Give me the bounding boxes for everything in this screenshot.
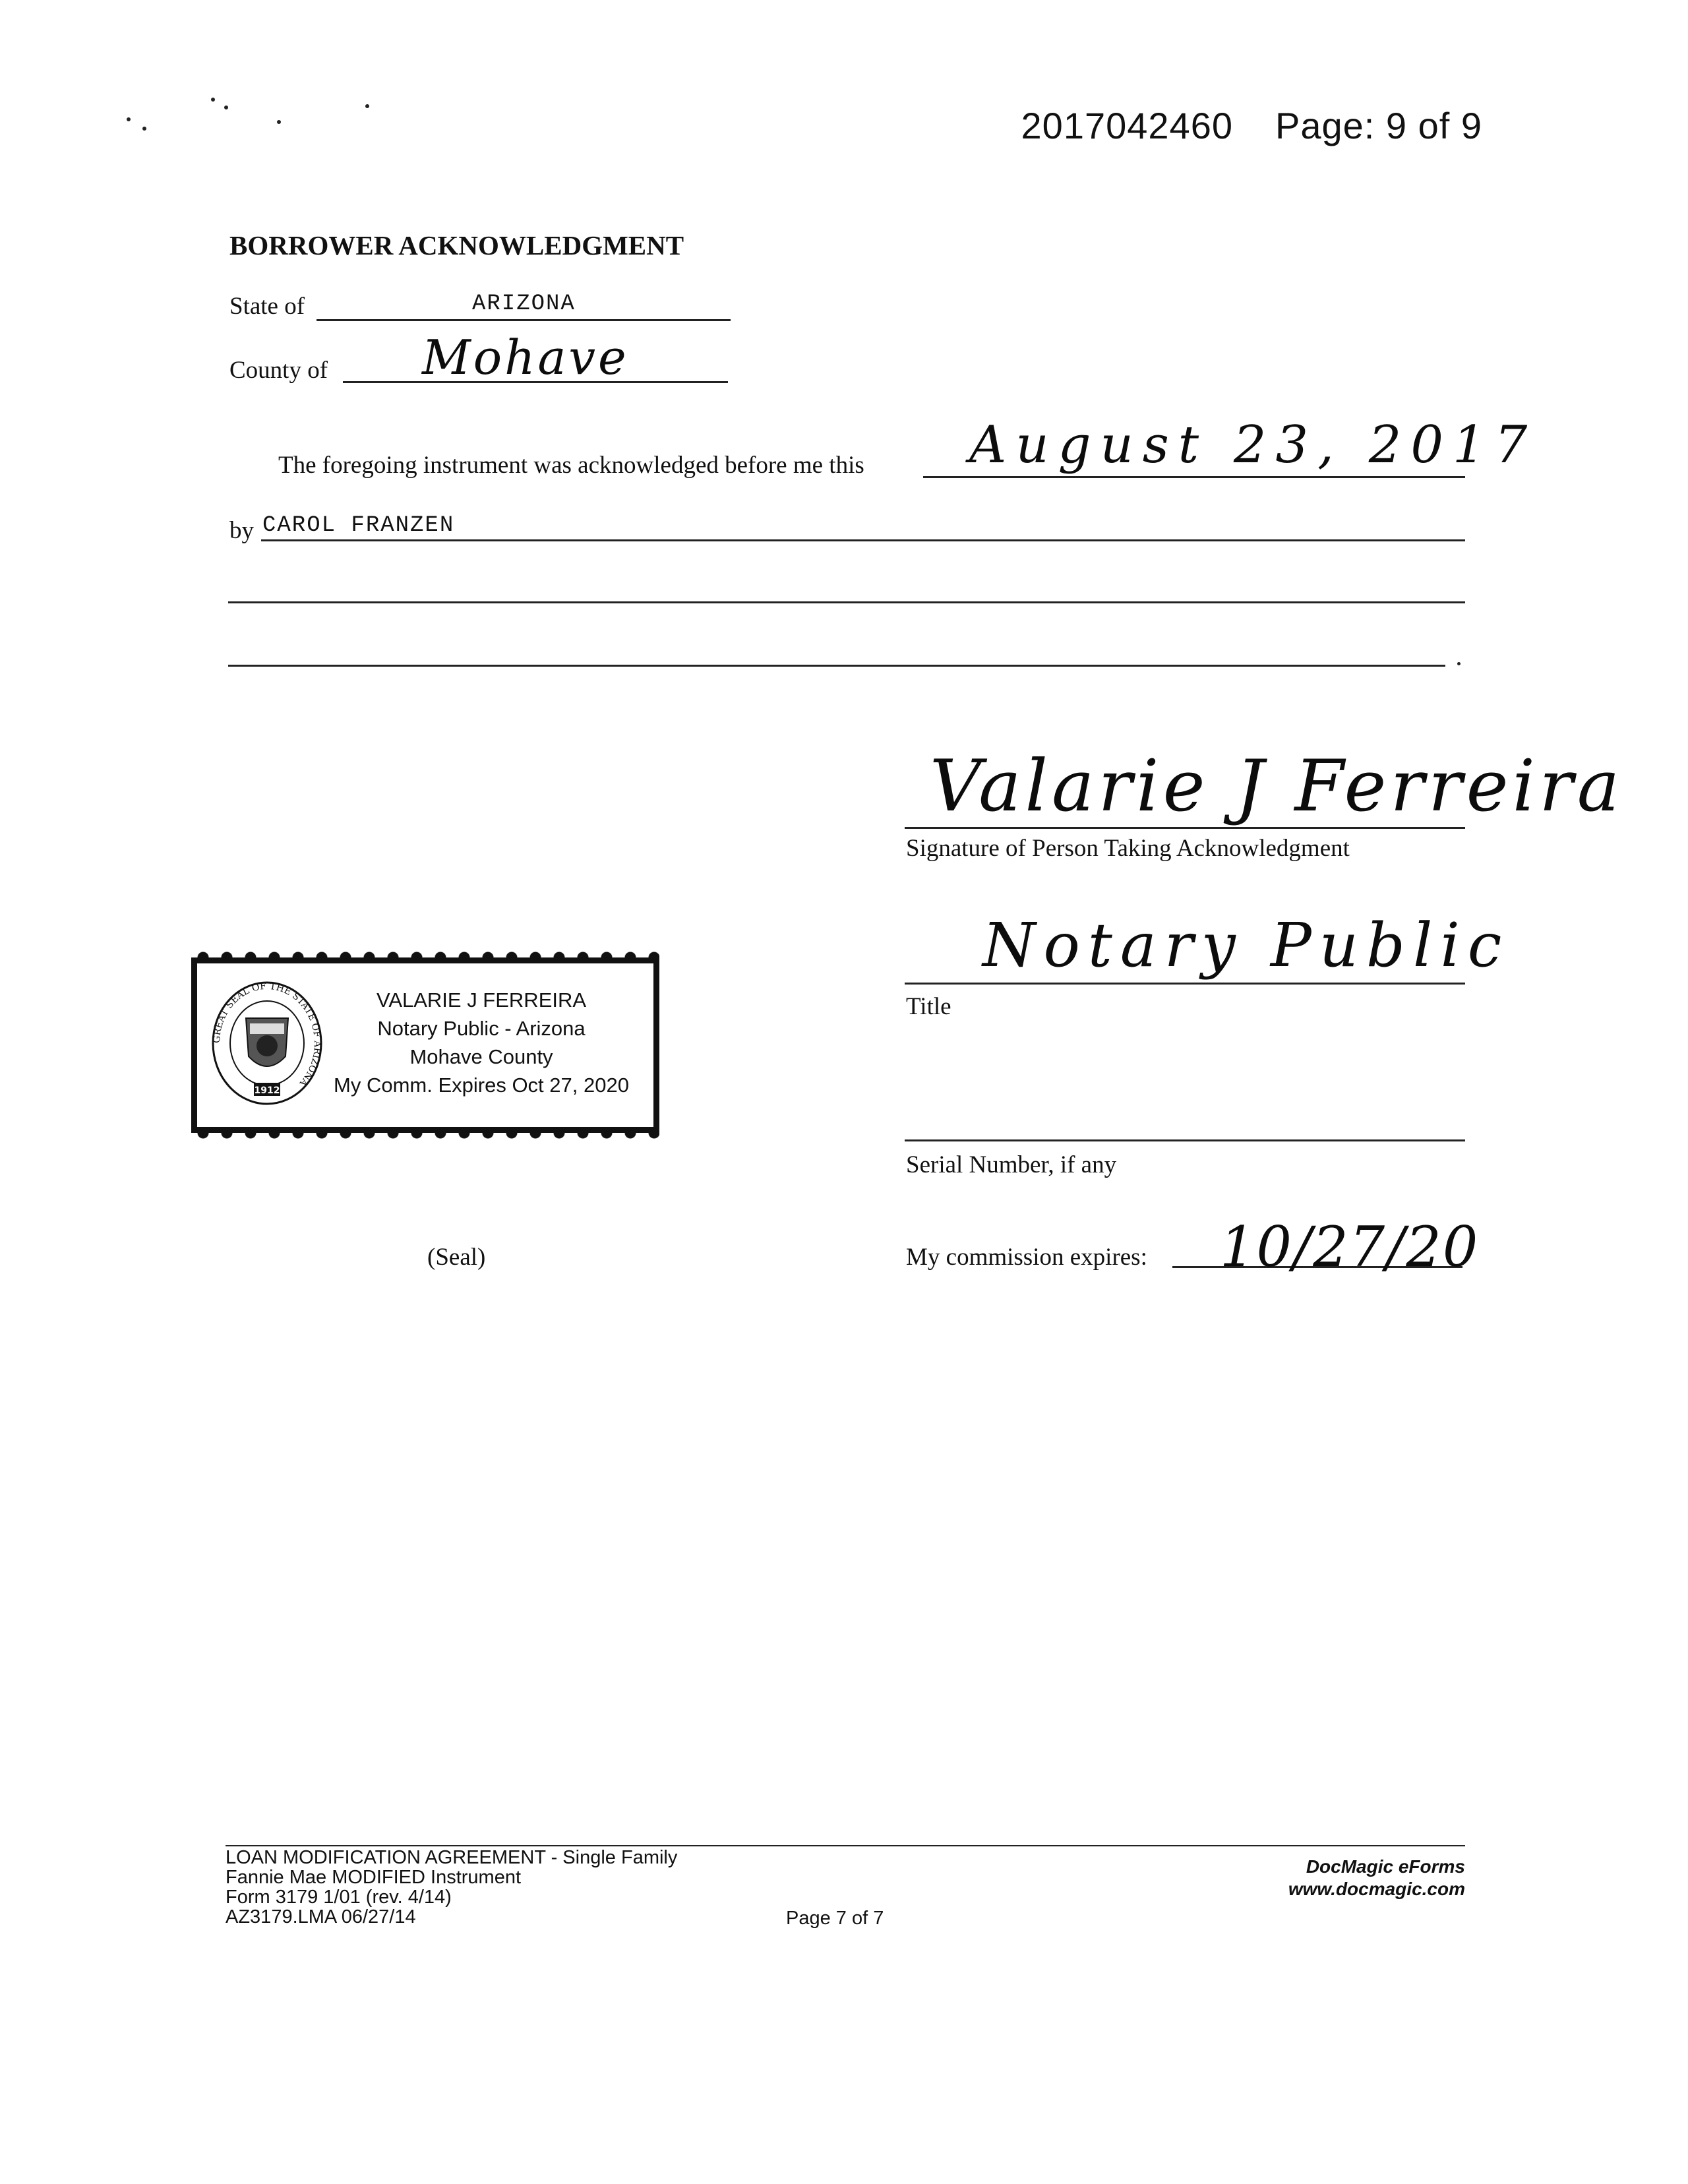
footer-line-1: LOAN MODIFICATION AGREEMENT - Single Family — [226, 1847, 678, 1868]
by-label: by — [229, 517, 254, 544]
brand-logo: DocMagic eForms — [1306, 1856, 1465, 1877]
footer-line-3: Form 3179 1/01 (rev. 4/14) — [226, 1887, 452, 1908]
brand-website: www.docmagic.com — [1288, 1879, 1465, 1899]
date-line — [923, 476, 1465, 478]
scan-speck — [277, 120, 281, 124]
footer-rule — [226, 1845, 1465, 1846]
footer-line-4: AZ3179.LMA 06/27/14 — [226, 1906, 416, 1927]
scan-speck — [142, 127, 146, 131]
county-value-handwritten: Mohave — [422, 330, 629, 385]
form-title: BORROWER ACKNOWLEDGMENT — [229, 230, 684, 260]
footer-brand — [1288, 1856, 1465, 1900]
state-line — [316, 319, 731, 321]
seal-year: 1912 — [254, 1085, 280, 1096]
stamp-notary-name: VALARIE J FERREIRA — [376, 988, 587, 1012]
signature-handwritten: Valarie J Ferreira — [930, 745, 1624, 828]
state-label: State of — [229, 293, 305, 320]
seal-ring-text: GREAT SEAL OF THE STATE OF ARIZONA — [211, 981, 323, 1089]
date-value-handwritten: August 23, 2017 — [969, 415, 1537, 475]
stamp-line-4: My Comm. Expires Oct 27, 2020 — [334, 1074, 629, 1097]
state-seal-icon — [208, 977, 326, 1109]
recording-header — [1021, 104, 1482, 147]
scan-speck — [127, 117, 131, 121]
scan-speck — [211, 98, 215, 102]
state-value: ARIZONA — [472, 291, 576, 317]
signature-label: Signature of Person Taking Acknowledgment — [906, 835, 1350, 862]
footer-line-2: Fannie Mae MODIFIED Instrument — [226, 1867, 522, 1888]
stamp-text — [316, 986, 646, 1099]
scan-speck — [365, 104, 369, 108]
footer-form-info — [226, 1848, 677, 1927]
serial-line — [905, 1139, 1465, 1141]
serial-label: Serial Number, if any — [906, 1151, 1117, 1178]
title-line — [905, 983, 1465, 985]
stamp-border-bottom — [191, 1133, 659, 1145]
signature-line — [905, 827, 1465, 829]
blank-line-2 — [228, 665, 1445, 667]
commission-value-handwritten: 10/27/20 — [1220, 1215, 1480, 1279]
title-handwritten: Notary Public — [982, 910, 1510, 981]
footer-page-number: Page 7 of 7 — [786, 1908, 884, 1929]
period-mark — [1457, 662, 1461, 665]
seal-label: (Seal) — [427, 1244, 486, 1271]
blank-line-1 — [228, 601, 1465, 603]
by-value: CAROL FRANZEN — [262, 513, 455, 538]
county-label: County of — [229, 357, 328, 384]
stamp-line-3: Mohave County — [409, 1045, 553, 1068]
stamp-line-2: Notary Public - Arizona — [377, 1017, 586, 1040]
scan-speck — [224, 106, 228, 109]
page-indicator: Page: 9 of 9 — [1275, 105, 1482, 146]
stamp-border-top — [191, 946, 659, 957]
foregoing-text: The foregoing instrument was acknowledged before me this — [278, 452, 864, 479]
commission-label: My commission expires: — [906, 1244, 1147, 1271]
by-line — [261, 539, 1465, 541]
document-number: 2017042460 — [1021, 105, 1233, 146]
title-label: Title — [906, 993, 951, 1020]
